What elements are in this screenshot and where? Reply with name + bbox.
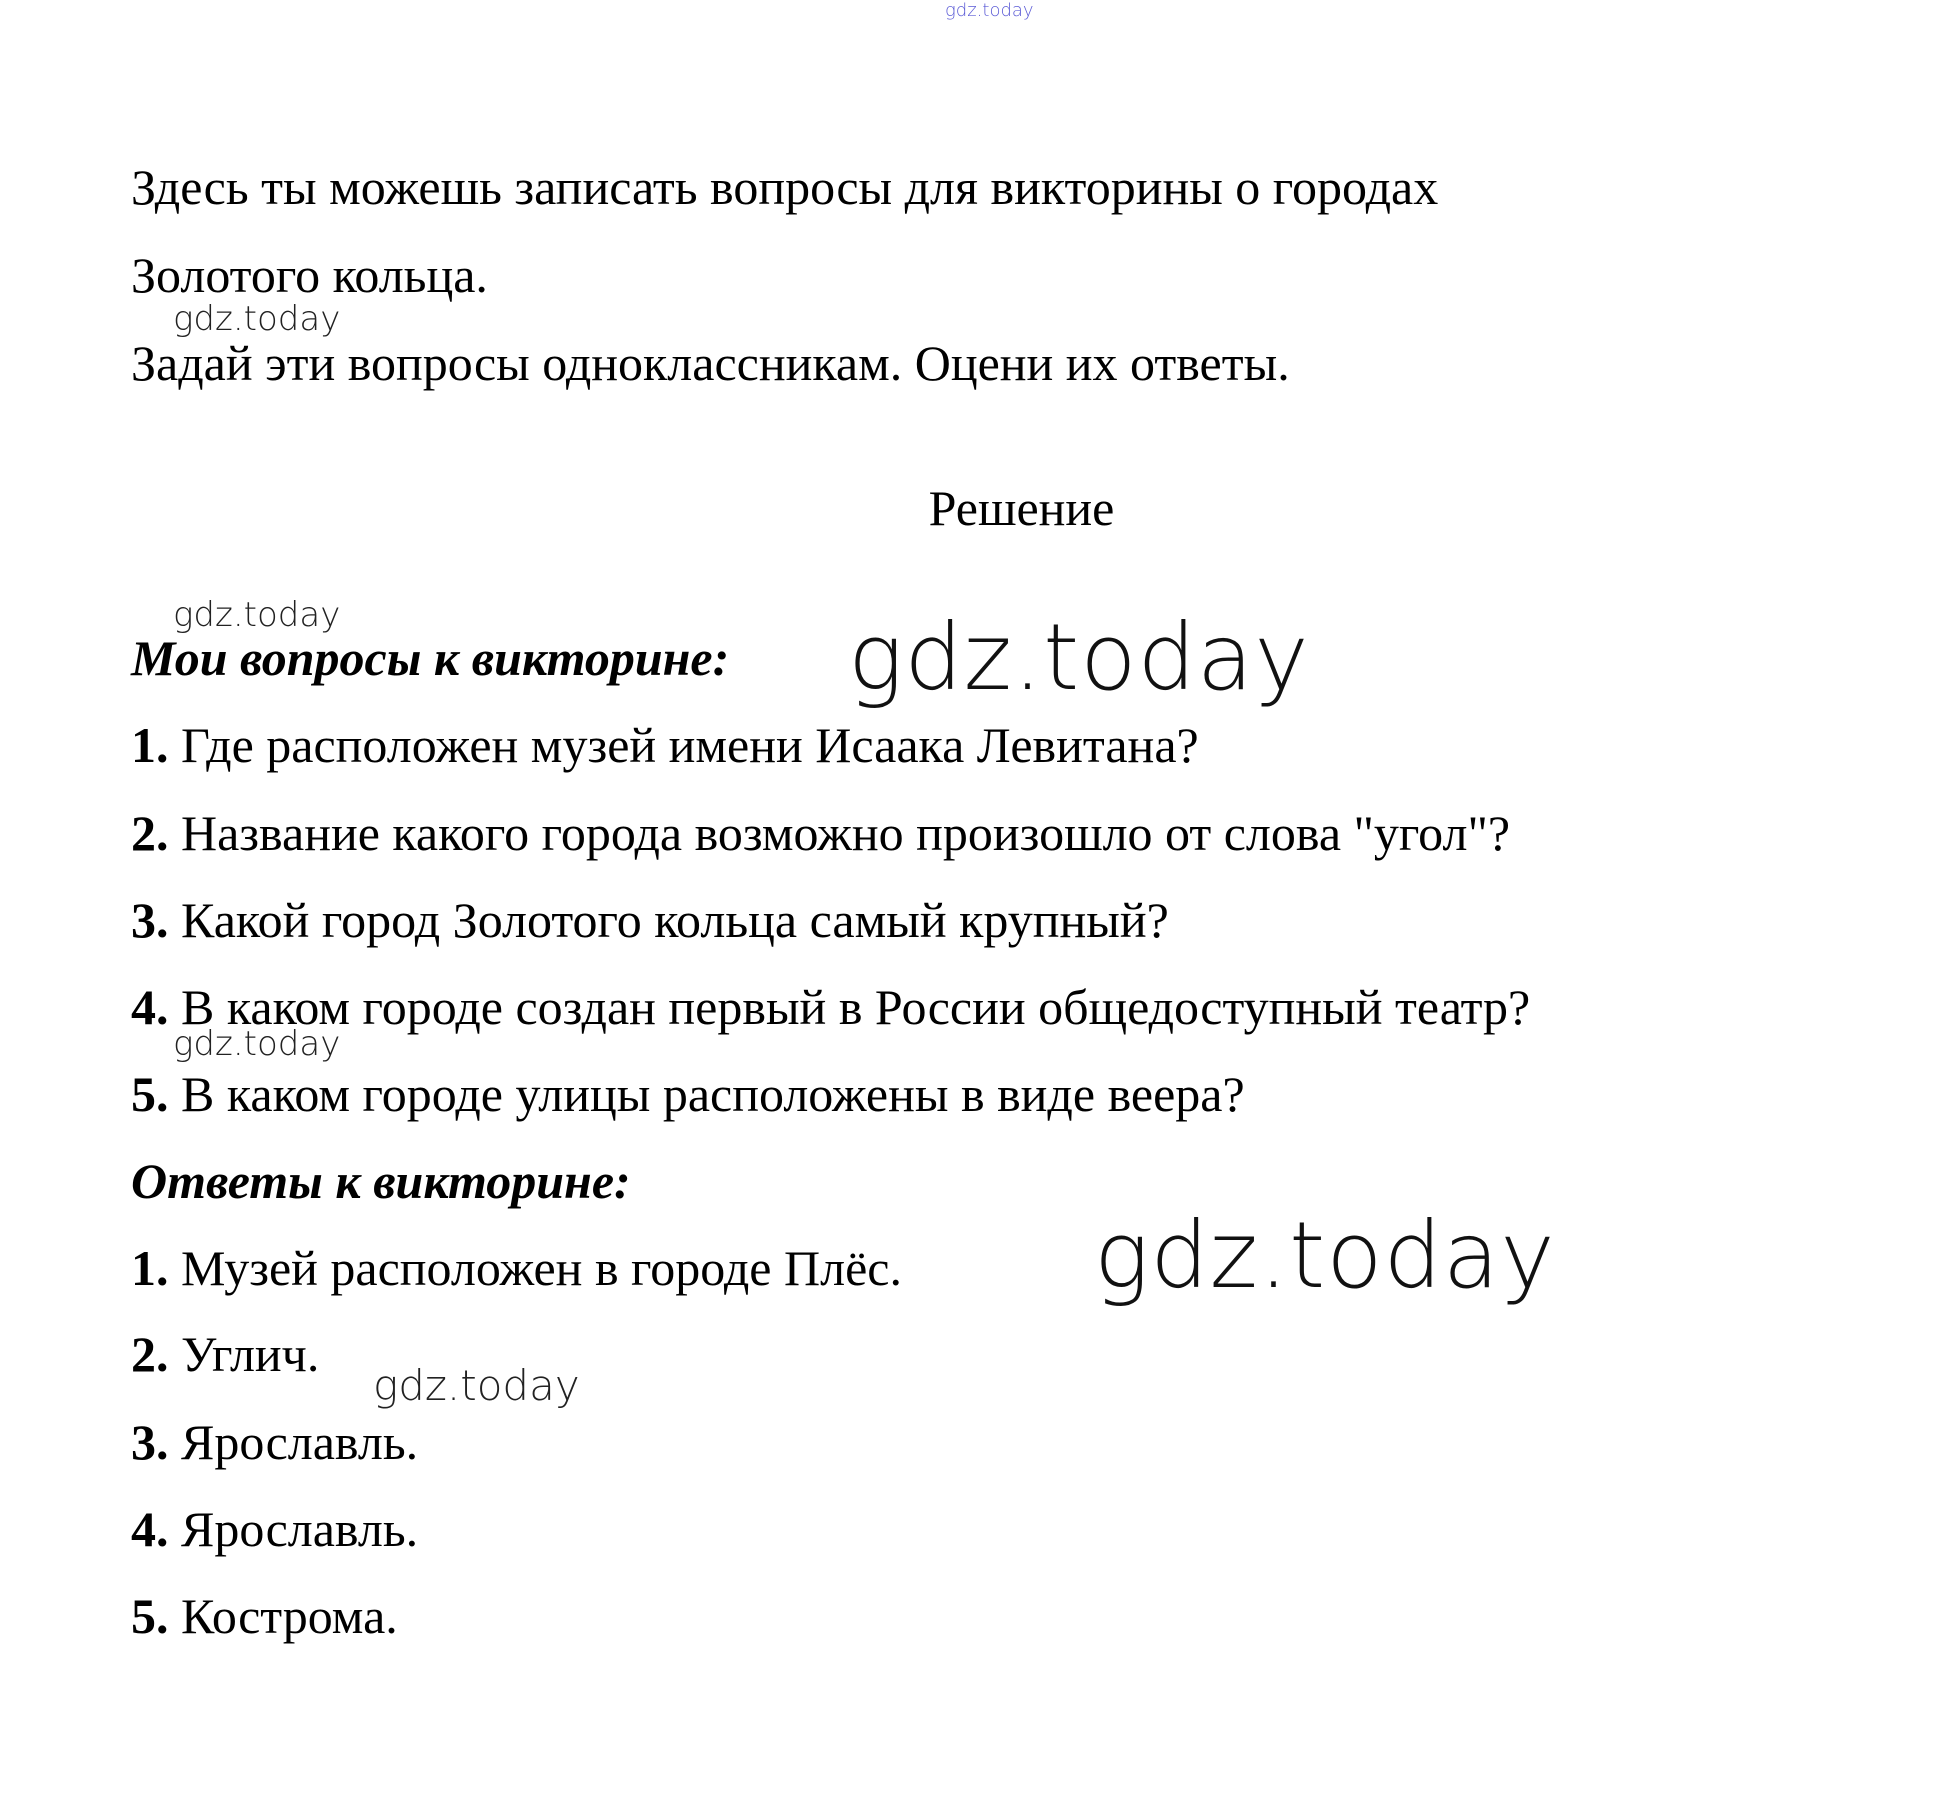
question-item-4 xyxy=(131,979,1531,1035)
question-text: Где расположен музей имени Исаака Левитана? xyxy=(181,717,1199,773)
answer-item-1 xyxy=(131,1240,902,1296)
answer-text: Углич. xyxy=(181,1326,320,1382)
answer-number: 3. xyxy=(131,1414,169,1470)
answers-heading: Ответы к викторине: xyxy=(131,1153,631,1209)
questions-heading: Мои вопросы к викторине: xyxy=(131,630,730,686)
question-item-5 xyxy=(131,1066,1245,1122)
question-text: В каком городе создан первый в России общедоступный театр? xyxy=(181,979,1531,1035)
watermark-4: gdz.today xyxy=(173,1024,341,1064)
question-item-3 xyxy=(131,892,1169,948)
answer-item-3 xyxy=(131,1414,419,1470)
answer-item-4 xyxy=(131,1501,419,1557)
answer-number: 2. xyxy=(131,1326,169,1382)
question-number: 4. xyxy=(131,979,169,1035)
question-item-1 xyxy=(131,717,1199,773)
answer-text: Ярославль. xyxy=(181,1501,419,1557)
answer-item-2 xyxy=(131,1326,320,1382)
answer-item-5 xyxy=(131,1588,398,1644)
answer-number: 1. xyxy=(131,1240,169,1296)
answer-number: 4. xyxy=(131,1501,169,1557)
question-text: Название какого города возможно произошло от слова "угол"? xyxy=(181,805,1511,861)
answer-text: Кострома. xyxy=(181,1588,398,1644)
watermark-6: gdz.today xyxy=(373,1361,580,1410)
answer-number: 5. xyxy=(131,1588,169,1644)
task-line-2: Золотого кольца. xyxy=(131,247,488,303)
question-number: 5. xyxy=(131,1066,169,1122)
question-number: 3. xyxy=(131,892,169,948)
question-text: Какой город Золотого кольца самый крупный? xyxy=(181,892,1169,948)
watermark-1: gdz.today xyxy=(173,299,341,339)
task-line-3: Задай эти вопросы одноклассникам. Оцени их ответы. xyxy=(131,335,1290,391)
task-line-1: Здесь ты можешь записать вопросы для викторины о городах xyxy=(131,159,1439,215)
watermark-top: gdz.today xyxy=(945,0,1034,21)
answer-text: Музей расположен в городе Плёс. xyxy=(181,1240,902,1296)
question-text: В каком городе улицы расположены в виде веера? xyxy=(181,1066,1245,1122)
question-number: 1. xyxy=(131,717,169,773)
question-number: 2. xyxy=(131,805,169,861)
watermark-2: gdz.today xyxy=(173,595,341,635)
question-item-2 xyxy=(131,805,1511,861)
watermark-5: gdz.today xyxy=(1094,1202,1556,1309)
solution-title: Решение xyxy=(928,480,1115,536)
watermark-3: gdz.today xyxy=(848,604,1310,711)
answer-text: Ярославль. xyxy=(181,1414,419,1470)
